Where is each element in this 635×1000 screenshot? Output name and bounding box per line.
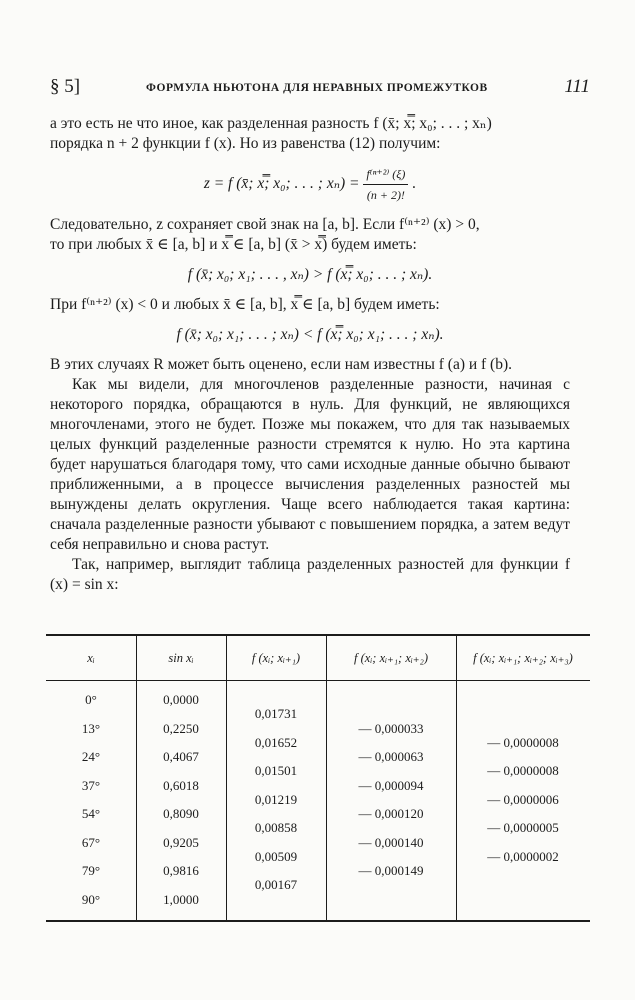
cell-d3: — 0,0000008 <box>487 763 559 779</box>
cell-sin: 0,8090 <box>163 806 199 821</box>
cell-x: 13° <box>81 720 101 736</box>
cell-sin: 0,2250 <box>163 720 199 736</box>
cell-d3: — 0,0000008 <box>487 734 559 750</box>
cell-x: 79° <box>81 863 101 878</box>
paragraph-1-line-1: а это есть не что иное, как разделенная разность f (x̄; x̿; x₀; . . . ; xₙ) <box>50 115 492 132</box>
table-header-row <box>46 636 590 681</box>
page-number: 111 <box>564 76 590 97</box>
section-number: § 5] <box>50 76 81 97</box>
cell-x: 67° <box>81 834 101 850</box>
cell-x: 0° <box>85 692 97 707</box>
formula-1-lhs: z = f (x̄; x̿; x₀; . . . ; xₙ) = <box>203 175 360 193</box>
cell-d1: 0,00858 <box>254 820 298 836</box>
cell-sin: 0,9205 <box>163 834 199 850</box>
cell-d1: 0,01731 <box>254 706 298 722</box>
formula-1-fraction <box>363 164 408 205</box>
paragraph-6: Так, например, выглядит таблица разделенных разностей для функции f (x) = sin x: <box>50 556 570 593</box>
cell-d1: 0,00509 <box>254 848 298 864</box>
formula-1-denominator: (n + 2)! <box>366 188 405 202</box>
formula-1-numerator: f⁽ⁿ⁺²⁾ (ξ) <box>363 164 408 185</box>
cell-d2: — 0,000149 <box>358 863 424 878</box>
cell-d1: 0,01501 <box>254 763 298 779</box>
cell-d2: — 0,000094 <box>358 777 424 793</box>
cell-sin: 0,9816 <box>163 863 199 878</box>
cell-d2: — 0,000120 <box>358 806 424 821</box>
formula-1: z = f (x̄; x̿; x₀; . . . ; xₙ) = $\frac{\text{f⁽ⁿ⁺²⁾ (ξ)}}{(n + 2)!}$ . <box>50 164 570 205</box>
cell-x: 90° <box>81 891 101 907</box>
cell-d2: — 0,000063 <box>358 749 424 764</box>
paragraph-2-line-2: то при любых x̄ ∈ [a, b] и x̿ ∈ [a, b] (x̄ > x̿) будем иметь: <box>50 236 417 253</box>
running-title: ФОРМУЛА НЬЮТОНА ДЛЯ НЕРАВНЫХ ПРОМЕЖУТКОВ <box>146 82 488 94</box>
paragraph-1-line-2: порядка n + 2 функции f (x). Но из равенства (12) получим: <box>50 135 441 152</box>
cell-d3: — 0,0000002 <box>487 848 559 864</box>
cell-d3: — 0,0000005 <box>487 820 559 836</box>
paragraph-3: При f⁽ⁿ⁺²⁾ (x) < 0 и любых x̄ ∈ [a, b], x̿ ∈ [a, b] будем иметь: <box>50 296 440 313</box>
page-header <box>50 76 590 100</box>
cell-x: 37° <box>81 777 101 793</box>
paragraph-4: В этих случаях R может быть оценено, если нам известны f (a) и f (b). <box>50 356 513 373</box>
cell-d1: 0,00167 <box>254 877 298 893</box>
cell-d3: — 0,0000006 <box>487 791 559 807</box>
header-sin: sin xᵢ <box>168 651 194 665</box>
page-body <box>50 114 570 595</box>
cell-x: 24° <box>81 749 101 764</box>
header-d1: f (xᵢ; xᵢ₊₁) <box>251 651 301 665</box>
cell-d2: — 0,000140 <box>358 834 424 850</box>
cell-x: 54° <box>81 806 101 821</box>
header-d2: f (xᵢ; xᵢ₊₁; xᵢ₊₂) <box>354 651 428 665</box>
cell-sin: 1,0000 <box>163 891 199 907</box>
formula-2: f (x̄; x₀; x₁; . . . , xₙ) > f (x̿; x₀; . . . ; xₙ). <box>187 266 433 283</box>
formula-3: f (x̄; x₀; x₁; . . . ; xₙ) < f (x̿; x₀; x₁; . . . ; xₙ). <box>176 326 444 343</box>
cell-d1: 0,01652 <box>254 734 298 750</box>
header-xi: xᵢ <box>87 651 95 665</box>
divided-differences-table <box>46 634 590 922</box>
header-d3: f (xᵢ; xᵢ₊₁; xᵢ₊₂; xᵢ₊₃) <box>473 651 573 665</box>
cell-sin: 0,6018 <box>163 777 199 793</box>
cell-d2: — 0,000033 <box>358 720 424 736</box>
paragraph-5: Как мы видели, для многочленов разделенные разности, начиная с некоторого порядка, обращаются в нуль. Для функций, не являющихся многочленами, этого не будет. Позже мы покажем, что для так называемых целых функций разделенные разности стремятся к нулю. Но эта картина будет нарушаться благодаря тому, что сами исходные данные обычно бывают приближенными, а в процессе вычисления разделенных разностей мы вынуждены делать округления. Чаще всего наблюдается такая картина: сначала разделенные разности убывают с повышением порядка, а затем ведут себя неправильно и снова растут. <box>50 376 570 553</box>
cell-sin: 0,0000 <box>163 692 199 707</box>
cell-d1: 0,01219 <box>254 791 298 807</box>
cell-sin: 0,4067 <box>163 749 199 764</box>
paragraph-2-line-1: Следовательно, z сохраняет свой знак на [a, b]. Если f⁽ⁿ⁺²⁾ (x) > 0, <box>50 216 480 233</box>
